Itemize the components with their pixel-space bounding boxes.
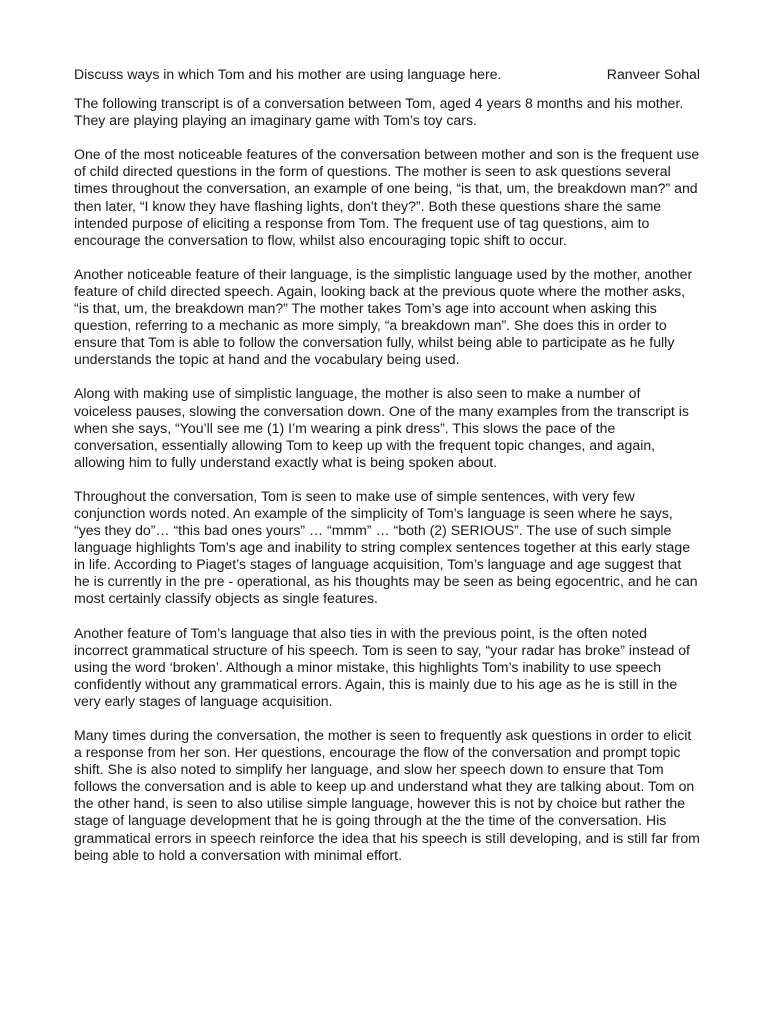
paragraph-intro: The following transcript is of a conversation between Tom, aged 4 years 8 months and his mother. They are playing playing an imaginary game with Tom’s toy cars. xyxy=(74,95,684,129)
paragraph: Another feature of Tom’s language that also ties in with the previous point, is the often noted incorrect grammatical structure of his speech. Tom is seen to say, “your radar has broke” instead of using the word ‘broken’. Although a minor mistake, this highlights Tom’s inability to use speech confidently without any grammatical errors. Again, this is mainly due to his age as he is still in the very early stages of language acquisition. xyxy=(74,624,690,709)
document-header xyxy=(74,66,700,83)
paragraph: Throughout the conversation, Tom is seen to make use of simple sentences, with very few conjunction words noted. An example of the simplicity of Tom’s language is seen where he says, “yes they do”… “this bad ones yours” … “mmm” … “both (2) SERIOUS”. The use of such simple language highlights Tom’s age and inability to string complex sentences together at this early stage in life. According to Piaget’s stages of language acquisition, Tom’s language and age suggest that he is currently in the pre - operational, as his thoughts may be seen as being egocentric, and he can most certainly classify objects as single features. xyxy=(74,487,698,607)
document-title: Discuss ways in which Tom and his mother are using language here. xyxy=(74,66,502,82)
document-author: Ranveer Sohal xyxy=(606,66,700,82)
paragraph: One of the most noticeable features of the conversation between mother and son is the frequent use of child directed questions in the form of questions. The mother is seen to ask questions several times throughout the conversation, an example of one being, “is that, um, the breakdown man?” and then later, “I know they have flashing lights, don't they?”. Both these questions share the same intended purpose of eliciting a response from Tom. The frequent use of tag questions, aim to encourage the conversation to flow, whilst also encouraging topic shift to occur. xyxy=(74,146,700,248)
paragraph: Another noticeable feature of their language, is the simplistic language used by the mother, another feature of child directed speech. Again, looking back at the previous quote where the mother asks, “is that, um, the breakdown man?” The mother takes Tom’s age into account when asking this question, referring to a mechanic as more simply, “a breakdown man”. She does this in order to ensure that Tom is able to follow the conversation fully, whilst being able to participate as he fully understands the topic at hand and the vocabulary being used. xyxy=(74,265,693,368)
document-body xyxy=(74,66,700,881)
paragraph: Along with making use of simplistic language, the mother is also seen to make a number of voiceless pauses, slowing the conversation down. One of the many examples from the transcript is when she says, “You’ll see me (1) I’m wearing a pink dress”. This slows the pace of the conversation, essentially allowing Tom to keep up with the frequent topic changes, and again, allowing him to fully understand exactly what is being spoken about. xyxy=(74,385,689,470)
paragraph: Many times during the conversation, the mother is seen to frequently ask questions in order to elicit a response from her son. Her questions, encourage the flow of the conversation and prompt topic shift. She is also noted to simplify her language, and slow her speech down to ensure that Tom follows the conversation and is able to keep up and understand what they are talking about. Tom on the other hand, is seen to also utilise simple language, however this is not by choice but rather the stage of language development that he is going through at the the time of the conversation. His grammatical errors in speech reinforce the idea that his speech is still developing, and is still far from being able to hold a conversation with minimal effort. xyxy=(74,727,700,863)
